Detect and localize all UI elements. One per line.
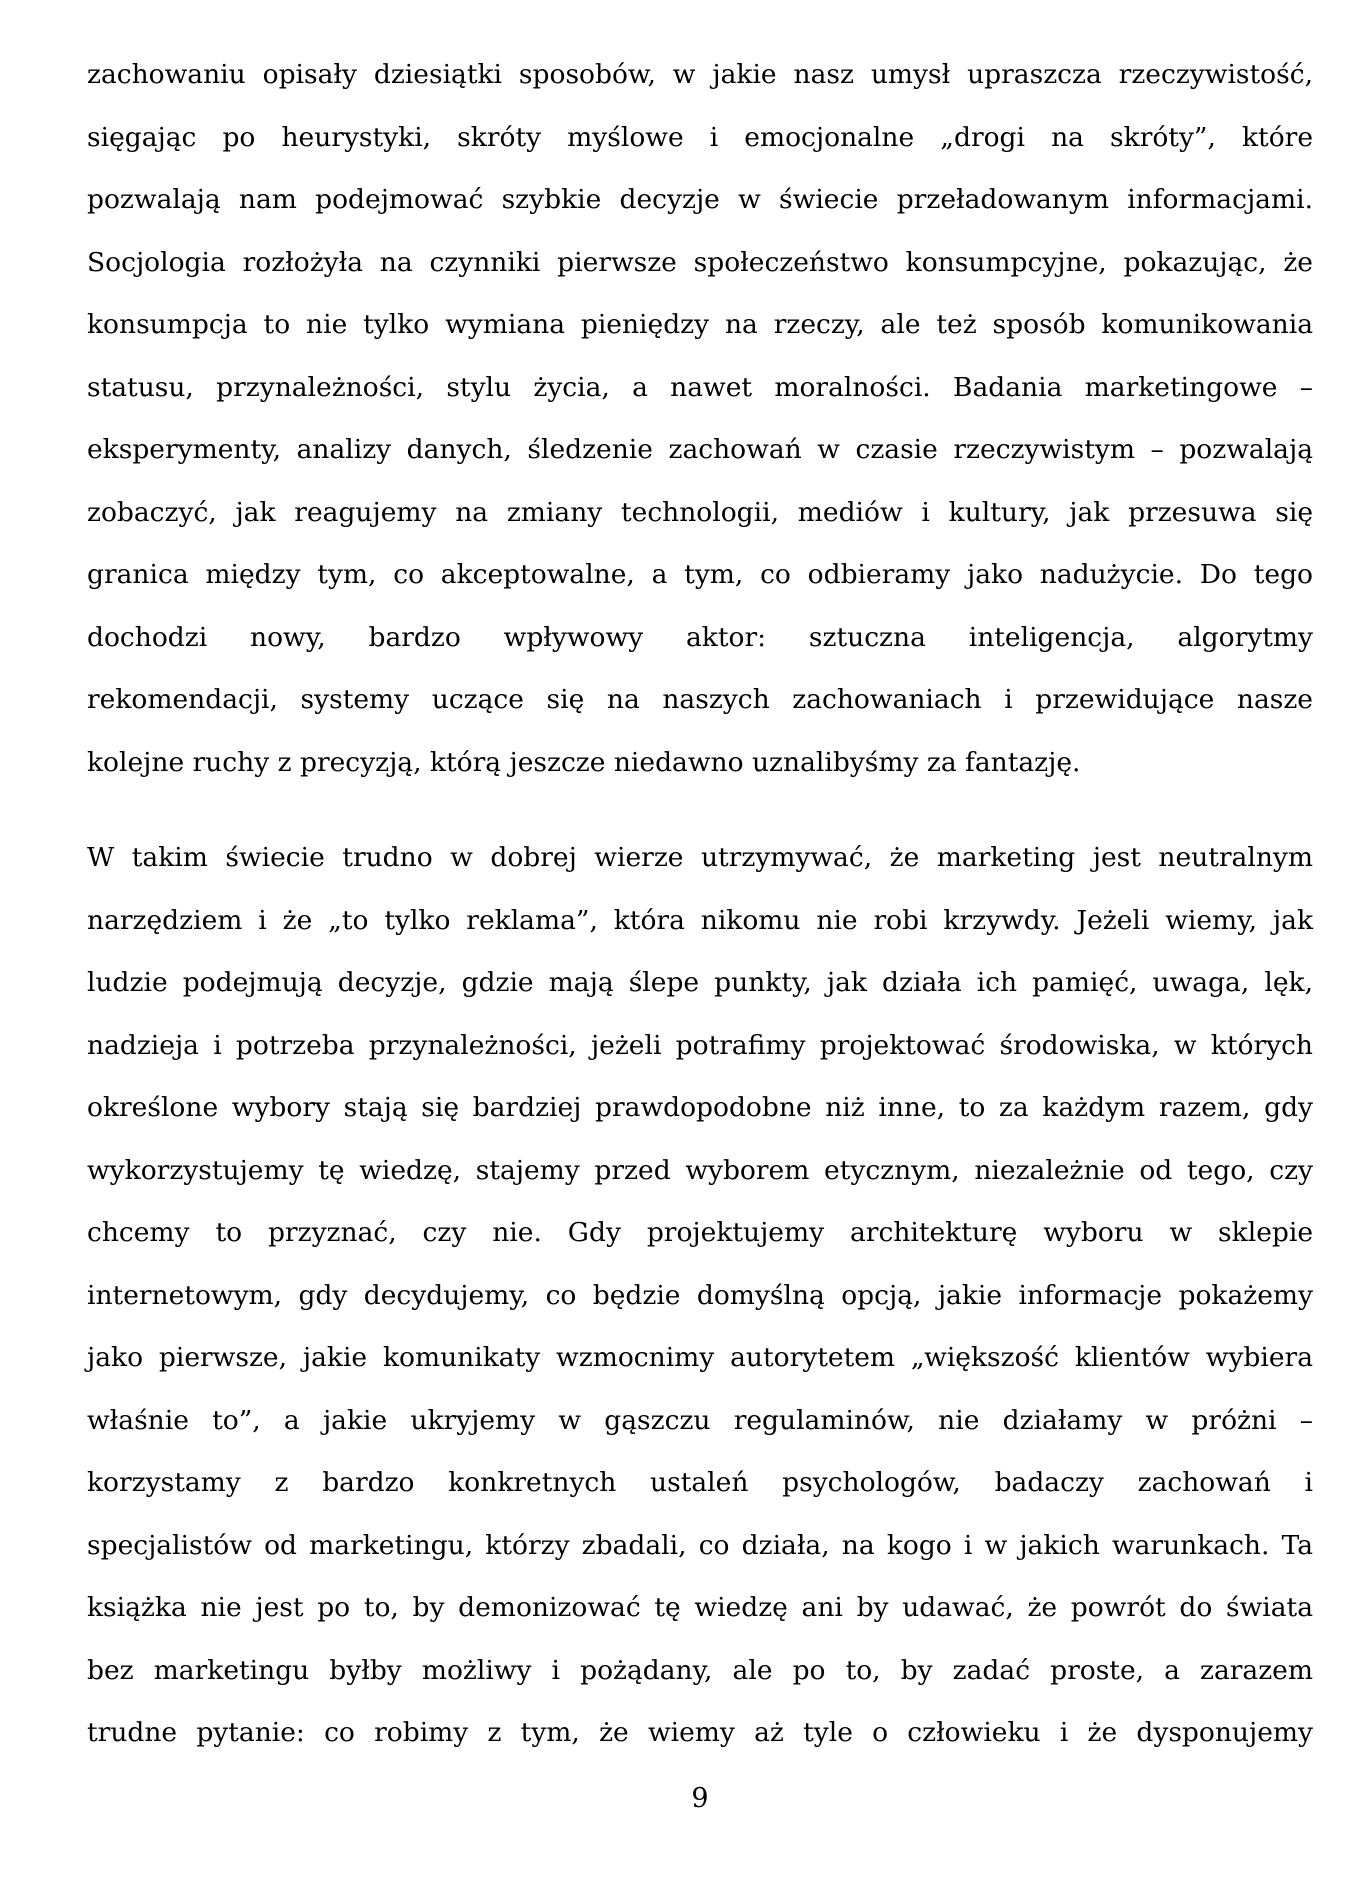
text-line: konsumpcja to nie tylko wymiana pieniędzy na rzeczy, ale też sposób komunikowania bbox=[87, 309, 1313, 340]
text-line: granica między tym, co akceptowalne, a tym, co odbieramy jako nadużycie. Do tego bbox=[87, 559, 1313, 590]
text-line: wykorzystujemy tę wiedzę, stajemy przed wyborem etycznym, niezależnie od tego, czy bbox=[87, 1154, 1313, 1186]
text-line: właśnie to”, a jakie ukryjemy w gąszczu regulaminów, nie działamy w próżni – bbox=[87, 1404, 1313, 1436]
text-line: narzędziem i że „to tylko reklama”, która nikomu nie robi krzywdy. Jeżeli wiemy, jak bbox=[87, 904, 1313, 936]
text-line: określone wybory stają się bardziej prawdopodobne niż inne, to za każdym razem, gdy bbox=[87, 1092, 1313, 1123]
paragraph bbox=[87, 827, 1313, 1765]
text-line: specjalistów od marketingu, którzy zbadali, co działa, na kogo i w jakich warunkach. Ta bbox=[87, 1529, 1313, 1561]
text-line: korzystamy z bardzo konkretnych ustaleń psychologów, badaczy zachowań i bbox=[87, 1467, 1313, 1498]
text-line: zobaczyć, jak reagujemy na zmiany technologii, mediów i kultury, jak przesuwa się bbox=[87, 496, 1313, 528]
text-line: ludzie podejmują decyzje, gdzie mają ślepe punkty, jak działa ich pamięć, uwaga, lęk, bbox=[87, 967, 1313, 998]
text-line: bez marketingu byłby możliwy i pożądany, ale po to, by zadać proste, a zarazem bbox=[87, 1654, 1313, 1686]
text-line: rekomendacji, systemy uczące się na naszych zachowaniach i przewidujące nasze bbox=[87, 684, 1313, 715]
text-line: pozwalają nam podejmować szybkie decyzje w świecie przeładowanym informacjami. bbox=[87, 184, 1313, 215]
text-line-paragraph-end: kolejne ruchy z precyzją, którą jeszcze niedawno uznalibyśmy za fantazję. bbox=[87, 746, 1081, 778]
text-line: W takim świecie trudno w dobrej wierze utrzymywać, że marketing jest neutralnym bbox=[87, 842, 1313, 873]
text-line: trudne pytanie: co robimy z tym, że wiemy aż tyle o człowieku i że dysponujemy bbox=[87, 1717, 1313, 1748]
text-line: eksperymenty, analizy danych, śledzenie zachowań w czasie rzeczywistym – pozwalają bbox=[87, 434, 1313, 465]
text-line: chcemy to przyznać, czy nie. Gdy projektujemy architekturę wyboru w sklepie bbox=[87, 1217, 1313, 1248]
text-line: dochodzi nowy, bardzo wpływowy aktor: sztuczna inteligencja, algorytmy bbox=[87, 621, 1313, 653]
text-line: internetowym, gdy decydujemy, co będzie domyślną opcją, jakie informacje pokażemy bbox=[87, 1279, 1313, 1311]
text-line: książka nie jest po to, by demonizować tę wiedzę ani by udawać, że powrót do świata bbox=[87, 1592, 1313, 1623]
text-line: zachowaniu opisały dziesiątki sposobów, w jakie nasz umysł upraszcza rzeczywistość, bbox=[87, 59, 1313, 90]
text-line: nadzieja i potrzeba przynależności, jeżeli potrafimy projektować środowiska, w których bbox=[87, 1029, 1313, 1061]
text-line: sięgając po heurystyki, skróty myślowe i emocjonalne „drogi na skróty”, które bbox=[87, 121, 1313, 153]
paragraph bbox=[87, 44, 1313, 794]
text-line: Socjologia rozłożyła na czynniki pierwsze społeczeństwo konsumpcyjne, pokazując, że bbox=[87, 246, 1313, 278]
page-number: 9 bbox=[691, 1783, 709, 1814]
text-line: statusu, przynależności, stylu życia, a nawet moralności. Badania marketingowe – bbox=[87, 371, 1313, 403]
text-line: jako pierwsze, jakie komunikaty wzmocnimy autorytetem „większość klientów wybiera bbox=[87, 1342, 1313, 1373]
